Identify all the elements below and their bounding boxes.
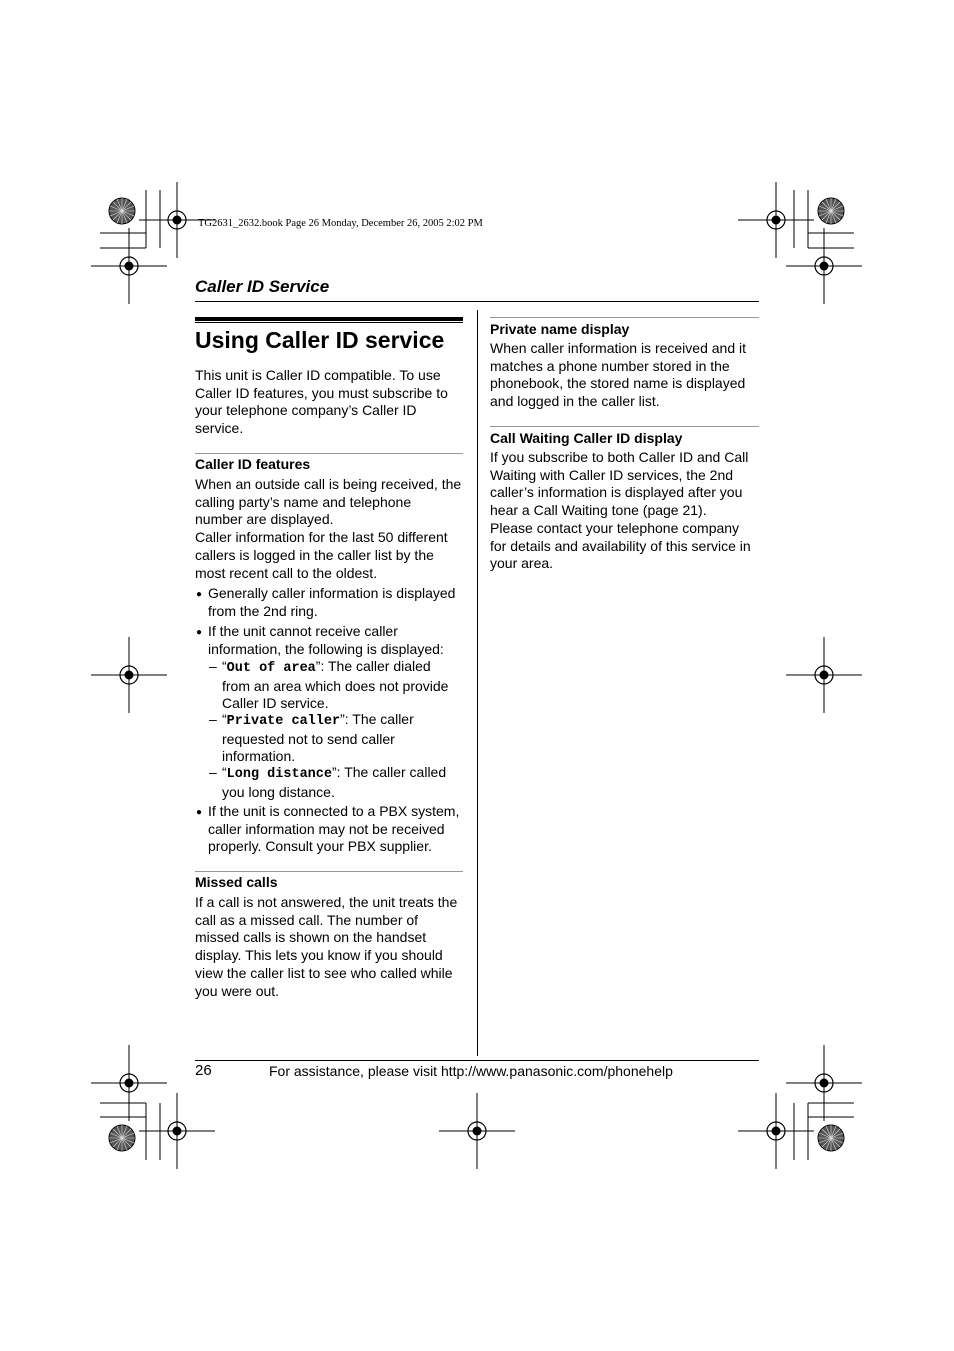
assistance-text: For assistance, please visit http://www.panasonic.com/phonehelp (269, 1063, 673, 1079)
section-divider (195, 453, 463, 454)
dash-icon: – (209, 764, 217, 780)
bullet-icon: ● (196, 589, 203, 600)
call-waiting-paragraph: If you subscribe to both Caller ID and Call Waiting with Caller ID services, the 2nd caller’s information is displayed after you hear a Call Waiting tone (page 21). Please contact your telephone company for details and availability of this service in your area. (490, 449, 751, 572)
caller-id-features-title: Caller ID features (195, 456, 311, 472)
footer-rule (195, 1060, 759, 1061)
sub-item-long-distance: “Long distance”: The caller called you long distance. (222, 764, 447, 800)
missed-calls-title: Missed calls (195, 874, 278, 890)
section-divider (490, 426, 759, 427)
bullet-icon: ● (196, 807, 203, 818)
sub-item-private-caller: “Private caller”: The caller requested not to send caller information. (222, 711, 414, 765)
section-title: Caller ID Service (195, 277, 330, 296)
header-rule (195, 301, 759, 302)
bullet-pbx: If the unit is connected to a PBX system, caller information may not be received properly. Consult your PBX supplier. (208, 803, 460, 855)
heading-thin-rule (195, 322, 463, 323)
column-divider (477, 310, 478, 1056)
dash-icon: – (209, 711, 217, 727)
intro-paragraph: This unit is Caller ID compatible. To use Caller ID features, you must subscribe to your telephone company’s Caller ID service. (195, 367, 448, 437)
caller-id-features-paragraph: When an outside call is being received, the calling party’s name and telephone number are displayed. Caller information for the last 50 different callers is logged in the caller list by the most recent call to the oldest. (195, 476, 462, 581)
section-divider (195, 871, 463, 872)
dash-icon: – (209, 658, 217, 674)
call-waiting-title: Call Waiting Caller ID display (490, 430, 683, 446)
bullet-ring-info: Generally caller information is displayed from the 2nd ring. (208, 585, 456, 619)
page-heading: Using Caller ID service (195, 327, 445, 353)
private-name-display-paragraph: When caller information is received and it matches a phone number stored in the phonebook, the stored name is displayed and logged in the caller list. (490, 340, 747, 410)
bullet-cannot-receive: If the unit cannot receive caller information, the following is displayed: (208, 623, 444, 657)
page-number: 26 (195, 1062, 212, 1079)
heading-thick-rule (195, 317, 463, 321)
sub-item-out-of-area: “Out of area”: The caller dialed from an area which does not provide Caller ID service. (222, 658, 449, 712)
bullet-icon: ● (196, 627, 203, 638)
missed-calls-paragraph: If a call is not answered, the unit treats the call as a missed call. The number of missed calls is shown on the handset display. This lets you know if you should view the caller list to see who called while you were out. (195, 894, 458, 999)
print-info-line: TG2631_2632.book Page 26 Monday, December 26, 2005 2:02 PM (198, 218, 483, 229)
private-name-display-title: Private name display (490, 321, 630, 337)
section-divider (490, 317, 759, 318)
